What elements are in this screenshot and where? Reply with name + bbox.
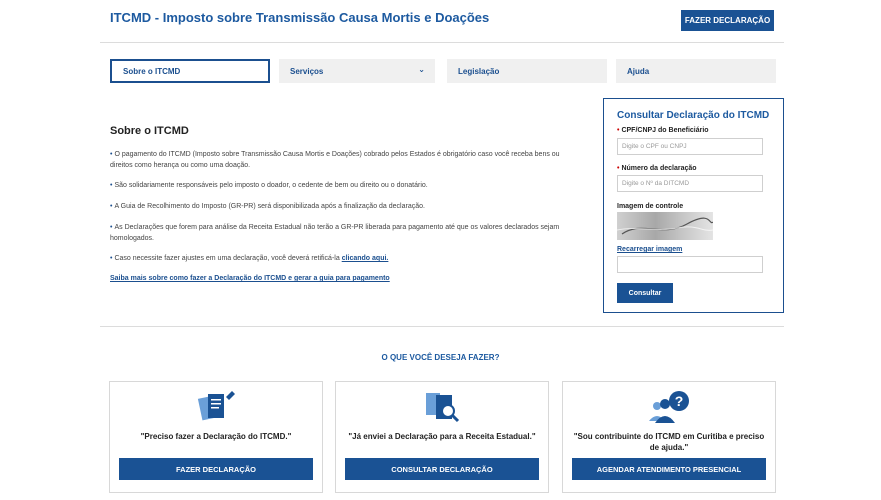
paragraph-text: Caso necessite fazer ajustes em uma declaração, você deverá retificá-la [114,255,342,262]
bullet-icon: • [110,255,113,262]
about-paragraph [110,202,580,213]
about-paragraph [110,254,580,265]
paragraph-text: A Guia de Recolhimento do Imposto (GR-PR) será disponibilizada após a finalização da declaração. [114,203,425,210]
bullet-icon: • [110,182,113,189]
what-title: O QUE VOCÊ DESEJA FAZER? [381,353,500,362]
bullet-icon: • [110,151,113,158]
tab-about-label: Sobre o ITCMD [123,66,181,76]
card-consult-declaration [335,381,549,493]
consult-declaration-card-button[interactable]: CONSULTAR DECLARAÇÃO [345,458,539,480]
tab-legislation-label: Legislação [458,66,500,76]
tab-about[interactable] [110,59,270,83]
more-info-link[interactable]: Saiba mais sobre como fazer a Declaração do ITCMD e gerar a guia para pagamento [110,275,390,282]
make-declaration-button[interactable]: FAZER DECLARAÇÃO [681,10,774,31]
people-question-icon [645,389,693,425]
chevron-down-icon: ⌄ [418,65,425,74]
documents-pen-icon [192,389,240,425]
tab-legislation[interactable] [447,59,607,83]
tab-services-label: Serviços [290,66,324,76]
card-make-declaration [109,381,323,493]
bullet-icon: • [110,224,113,231]
required-marker: • [617,127,620,134]
tab-help-label: Ajuda [627,66,650,76]
consult-title: Consultar Declaração do ITCMD [617,110,770,121]
paragraph-text: As Declarações que forem para análise da Receita Estadual não terão a GR-PR liberada para pagamento até que os valores declarados sejam homologados. [110,224,560,242]
number-label [617,165,697,172]
page-title: ITCMD - Imposto sobre Transmissão Causa Mortis e Doações [110,10,490,25]
captcha-label: Imagem de controle [617,203,684,210]
tab-help[interactable] [616,59,776,83]
captcha-graphic [617,212,713,240]
paragraph-text: O pagamento do ITCMD (Imposto sobre Transmissão Causa Mortis e Doações) cobrado pelos Estados é obrigatório caso você receba bens ou direitos como herança ou como uma doação. [110,151,560,169]
document-search-icon [418,389,466,425]
consult-button[interactable]: Consultar [617,283,673,303]
about-title: Sobre o ITCMD [110,125,189,137]
header-divider [100,42,784,43]
declaration-number-input[interactable]: Digite o Nº da DITCMD [617,175,763,192]
reload-captcha-link[interactable]: Recarregar imagem [617,246,683,253]
card-schedule-appointment [562,381,776,493]
cpf-input[interactable]: Digite o CPF ou CNPJ [617,138,763,155]
about-paragraph [110,223,580,244]
adjust-link[interactable]: clicando aqui. [341,255,389,262]
number-label-text: Número da declaração [621,165,697,172]
tab-services[interactable] [279,59,435,83]
card-quote: "Já enviei a Declaração para a Receita Estadual." [348,432,536,441]
consult-panel [603,98,784,313]
schedule-appointment-button[interactable]: AGENDAR ATENDIMENTO PRESENCIAL [572,458,766,480]
about-paragraph [110,181,580,192]
captcha-image [617,212,713,240]
about-paragraph [110,150,580,171]
card-quote: "Preciso fazer a Declaração do ITCMD." [140,432,292,441]
make-declaration-card-button[interactable]: FAZER DECLARAÇÃO [119,458,313,480]
svg-text:?: ? [674,393,684,409]
cpf-label [617,127,709,134]
section-divider [100,326,784,327]
paragraph-text: São solidariamente responsáveis pelo imposto o doador, o cedente de bem ou direito ou o donatário. [114,182,428,189]
bullet-icon: • [110,203,113,210]
card-quote: "Sou contribuinte do ITCMD em Curitiba e preciso de ajuda." [573,432,765,452]
required-marker: • [617,165,620,172]
captcha-input[interactable] [617,256,763,273]
cpf-label-text: CPF/CNPJ do Beneficiário [621,127,709,134]
more-info-row [110,274,580,285]
